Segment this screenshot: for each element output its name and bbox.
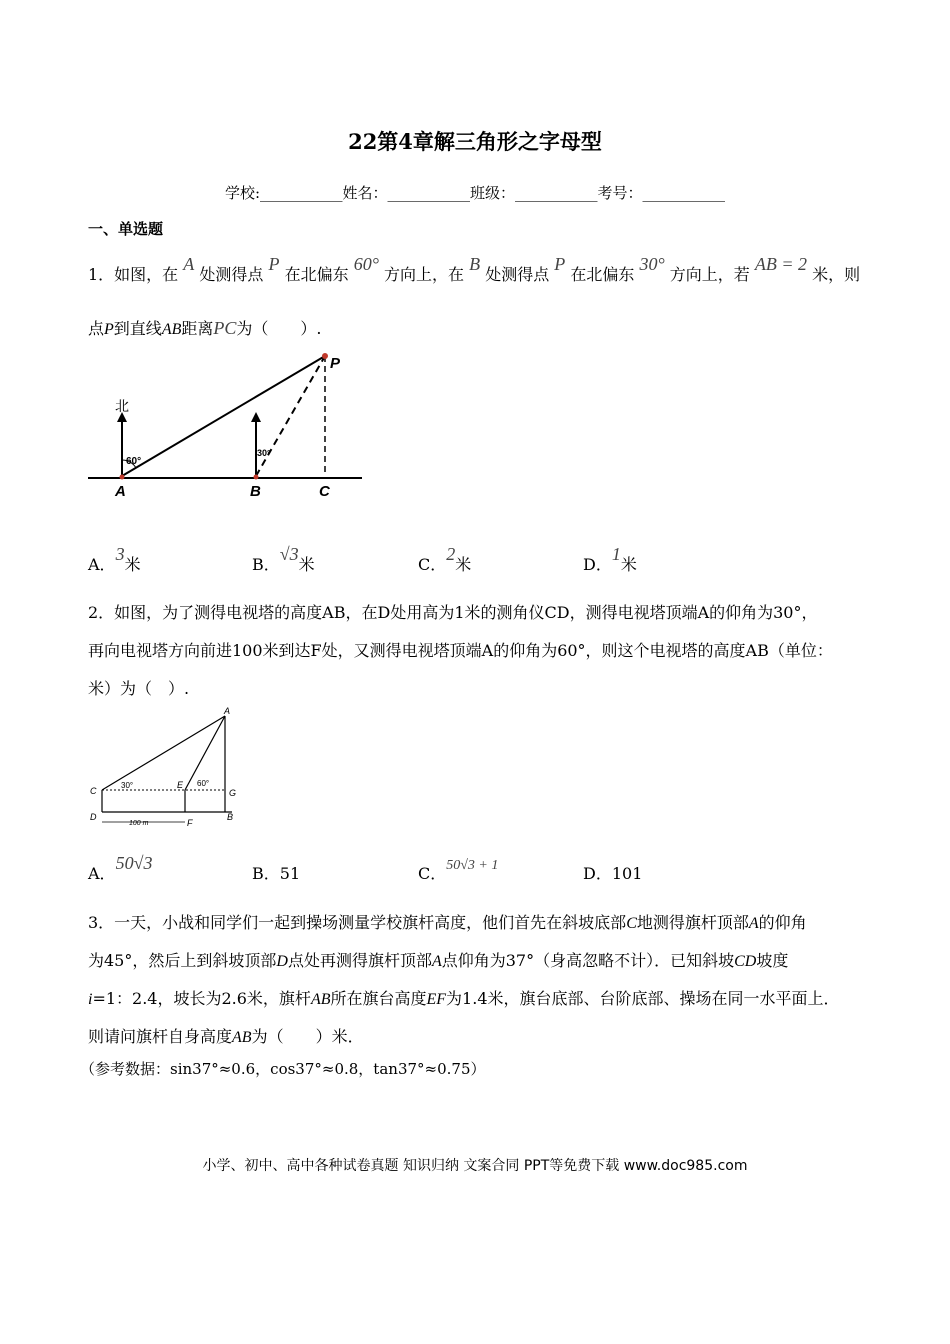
name-blank[interactable]: ___________ [387, 184, 471, 202]
q1-option-c[interactable]: C．2米 [418, 544, 472, 574]
label-b: B [250, 483, 261, 500]
q3-line-3: i=1：2.4，坡长为2.6米，旗杆AB所在旗台高度EF为1.4米，旗台底部、台阶底部、操场在同一水平面上． [88, 989, 840, 1008]
north-arrowhead-b [251, 412, 261, 422]
class-blank[interactable]: ___________ [515, 184, 598, 202]
label-e: E [177, 780, 184, 790]
q1-option-d[interactable]: D．1米 [583, 544, 637, 574]
line-ap [122, 356, 325, 476]
school-label: 学校: [224, 184, 260, 202]
q1-option-a[interactable]: A．3米 [88, 544, 141, 574]
angle-60-label: 60° [126, 456, 142, 467]
label-g: G [229, 788, 237, 798]
label-b: B [227, 812, 234, 822]
student-info-line [0, 182, 950, 203]
label-p: P [330, 355, 341, 372]
q1-line-1: 1．如图，在 A 处测得点 P 在北偏东 60° 方向上，在 B 处测得点 P 在北偏东 30° 方向上，若 AB = 2 米，则 [88, 254, 861, 284]
q2-option-c[interactable]: C．50√3 + 1 [418, 858, 499, 883]
q1-figure [85, 348, 375, 500]
point-a [120, 475, 125, 480]
north-label: 北 [115, 398, 129, 414]
school-blank[interactable]: ___________ [260, 184, 343, 202]
label-c: C [319, 483, 330, 500]
label-f: F [187, 818, 193, 828]
q2-option-a[interactable]: A．50√3 [88, 853, 153, 883]
label-a: A [115, 483, 126, 500]
point-p [322, 353, 328, 359]
distance-label: 100 m [129, 820, 149, 827]
q2-line-1: 2．如图，为了测得电视塔的高度AB，在D处用高为1米的测角仪CD，测得电视塔顶端A的仰角为30°， [88, 603, 818, 622]
angle-30-label: 30° [121, 781, 134, 790]
q1-option-b[interactable]: B．√3米 [252, 544, 315, 574]
angle-30-label: 30° [257, 448, 271, 458]
q2-line-3: 米）为（ ）. [88, 679, 190, 698]
q3-line-1: 3．一天，小战和同学们一起到操场测量学校旗杆高度，他们首先在斜坡底部C地测得旗杆顶部A的仰角 [88, 913, 807, 932]
class-label: 班级： [470, 184, 516, 202]
q2-line-2: 再向电视塔方向前进100米到达F处，又测得电视塔顶端A的仰角为60°，则这个电视塔的高度AB（单位： [88, 641, 833, 660]
q2-option-d[interactable]: D．101 [583, 864, 643, 883]
exam-no-blank[interactable]: ___________ [642, 184, 726, 202]
q3-line-4: 则请问旗杆自身高度AB为（ ）米． [88, 1027, 364, 1046]
q2-option-b[interactable]: B．51 [252, 864, 301, 883]
q3-line-2: 为45°，然后上到斜坡顶部D点处再测得旗杆顶部A点仰角为37°（身高忽略不计）．已知斜坡CD坡度 [88, 951, 789, 970]
page-title: 22第4章解三角形之字母型 [348, 129, 602, 154]
q1-line-2: 点P到直线AB距离PC为（ ）. [88, 318, 322, 338]
label-c: C [90, 786, 97, 796]
q3-reference-data: （参考数据：sin37°≈0.6，cos37°≈0.8，tan37°≈0.75） [80, 1060, 486, 1078]
page-footer: 小学、初中、高中各种试卷真题 知识归纳 文案合同 PPT等免费下载 www.doc985.com [202, 1158, 748, 1174]
label-d: D [90, 812, 97, 822]
point-b [254, 475, 259, 480]
exam-no-label: 考号： [597, 184, 643, 202]
section-heading: 一、单选题 [88, 220, 164, 238]
line-bp [256, 356, 325, 476]
angle-60-label: 60° [197, 779, 210, 788]
q2-figure [85, 704, 255, 828]
name-label: 姓名： [342, 184, 388, 202]
label-a: A [224, 706, 231, 716]
